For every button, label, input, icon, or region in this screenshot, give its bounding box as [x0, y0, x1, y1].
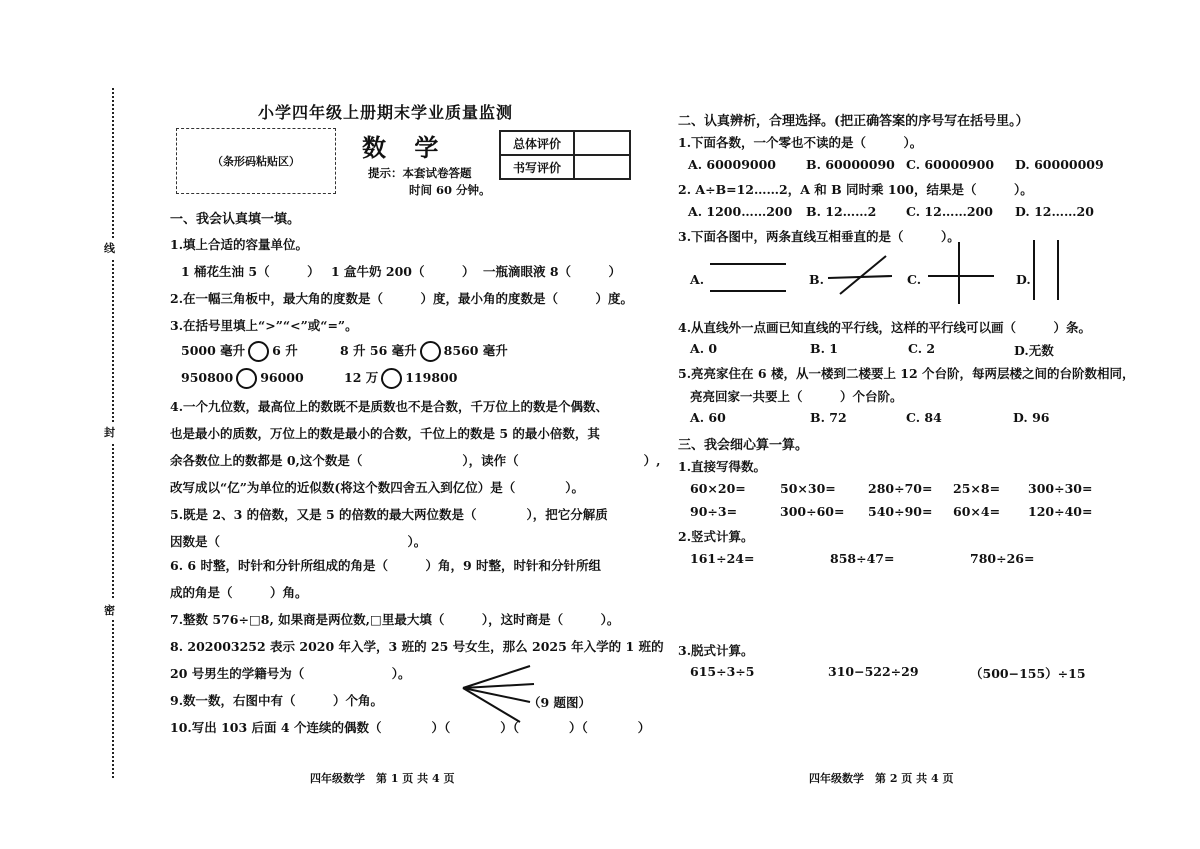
section-3-heading: 三、我会细心算一算。 — [678, 438, 809, 453]
r-q1-option-c: C. 60000900 — [906, 157, 995, 172]
r-q5-option-a: A. 60 — [690, 410, 726, 425]
l-q3-compare-2 — [340, 341, 508, 362]
l-q2: 2.在一幅三角板中，最大角的度数是（ ）度，最小角的度数是（ ）度。 — [170, 291, 634, 306]
barcode-area — [176, 128, 336, 194]
l-q8-line-2: 20 号男生的学籍号为（ ）。 — [170, 666, 411, 681]
r-q5-line-1: 5.亮亮家住在 6 楼，从一楼到二楼要上 12 个台阶，每两层楼之间的台阶数相同， — [678, 366, 1135, 381]
direct-calc-stem: 1.直接写得数。 — [678, 459, 767, 474]
q3-figure-d-parallel — [1028, 238, 1068, 304]
eval-overall-label: 总体评价 — [500, 131, 574, 155]
l-q3-c3-right: 96000 — [260, 370, 304, 385]
q9-angle-figure — [458, 662, 538, 724]
direct-calc-item: 280÷70= — [868, 481, 933, 496]
r-q3-option-d: D. — [1016, 272, 1031, 287]
r-q2-stem: 2. A÷B=12……2，A 和 B 同时乘 100，结果是（ ）。 — [678, 182, 1033, 197]
vertical-calc-item: 161÷24= — [690, 551, 755, 566]
eval-writing-cell[interactable] — [574, 155, 630, 179]
section-2-heading: 二、认真辨析，合理选择。(把正确答案的序号写在括号里。） — [678, 114, 1029, 129]
direct-calc-item: 300÷60= — [780, 504, 845, 519]
r-q5-option-b: B. 72 — [810, 410, 847, 425]
l-q3-c1-right: 6 升 — [272, 343, 298, 358]
stepwise-calc-item: 310−522÷29 — [828, 664, 919, 679]
r-q4-option-d: D.无数 — [1014, 343, 1054, 358]
l-q9: 9.数一数，右图中有（ ）个角。 — [170, 693, 384, 708]
section-1-heading: 一、我会认真填一填。 — [170, 212, 301, 227]
direct-calc-item: 60×20= — [690, 481, 746, 496]
l-q3-c4-left: 12 万 — [344, 370, 379, 385]
binding-char-bottom: 密 — [104, 600, 115, 620]
direct-calc-item: 60×4= — [953, 504, 1001, 519]
r-q3-option-c: C. — [907, 272, 922, 287]
r-q4-option-a: A. 0 — [690, 341, 718, 356]
l-q3-stem: 3.在括号里填上“>”“<”或“=”。 — [170, 318, 358, 333]
hint-line-1: 提示：本套试卷答题 — [368, 166, 472, 180]
l-q4-line-1: 4.一个九位数，最高位上的数既不是质数也不是合数，千万位上的数是个偶数、 — [170, 399, 609, 414]
l-q5-line-1: 5.既是 2、3 的倍数，又是 5 的倍数的最大两位数是（ ），把它分解质 — [170, 507, 608, 522]
r-q3-stem: 3.下面各图中，两条直线互相垂直的是（ ）。 — [678, 229, 960, 244]
right-footer: 四年级数学 第 2 页 共 4 页 — [809, 772, 954, 785]
direct-calc-item: 300÷30= — [1028, 481, 1093, 496]
r-q5-option-d: D. 96 — [1013, 410, 1050, 425]
r-q2-option-c: C. 12……200 — [906, 204, 993, 219]
r-q5-option-c: C. 84 — [906, 410, 942, 425]
l-q3-c1-left: 5000 毫升 — [181, 343, 246, 358]
l-q1-c: 一瓶滴眼液 8（ ） — [483, 264, 622, 279]
r-q2-option-a: A. 1200……200 — [688, 204, 793, 219]
compare-circle[interactable] — [236, 368, 257, 389]
l-q4-line-4: 改写成以“亿”为单位的近似数(将这个数四舍五入到亿位）是（ ）。 — [170, 480, 585, 495]
r-q2-option-b: B. 12……2 — [806, 204, 877, 219]
binding-char-top: 线 — [104, 238, 115, 258]
r-q2-option-d: D. 12……20 — [1015, 204, 1094, 219]
l-q1-b: 1 盒牛奶 200（ ） — [331, 264, 475, 279]
l-q3-compare-1 — [181, 341, 298, 362]
stepwise-calc-stem: 3.脱式计算。 — [678, 643, 754, 658]
vertical-calc-stem: 2.竖式计算。 — [678, 529, 754, 544]
direct-calc-item: 25×8= — [953, 481, 1001, 496]
r-q1-option-d: D. 60000009 — [1015, 157, 1104, 172]
l-q4-line-2: 也是最小的质数，万位上的数是最小的合数，千位上的数是 5 的最小倍数，其 — [170, 426, 600, 441]
l-q3-compare-4 — [344, 368, 457, 389]
l-q10: 10.写出 103 后面 4 个连续的偶数（ ）（ ）（ ）（ ） — [170, 720, 651, 735]
left-footer: 四年级数学 第 1 页 共 4 页 — [310, 772, 455, 785]
l-q3-c2-left: 8 升 56 毫升 — [340, 343, 417, 358]
l-q3-c2-right: 8560 毫升 — [443, 343, 508, 358]
l-q1-a: 1 桶花生油 5（ ） — [181, 264, 320, 279]
exam-title: 小学四年级上册期末学业质量监测 — [258, 103, 514, 122]
r-q3-option-a: A. — [690, 272, 705, 287]
eval-writing-label: 书写评价 — [500, 155, 574, 179]
q3-figure-b-intersecting — [826, 254, 896, 298]
q3-figure-c-perpendicular — [926, 240, 998, 306]
binding-char-mid: 封 — [104, 422, 115, 442]
l-q8-line-1: 8. 202003252 表示 2020 年入学，3 班的 25 号女生，那么 2025 年入学的 1 班的 — [170, 639, 664, 654]
compare-circle[interactable] — [381, 368, 402, 389]
direct-calc-item: 50×30= — [780, 481, 836, 496]
q3-figure-a-parallel — [708, 258, 790, 298]
l-q5-line-2: 因数是（ ）。 — [170, 534, 427, 549]
l-q6-line-1: 6. 6 时整，时针和分针所组成的角是（ ）角，9 时整，时针和分针所组 — [170, 558, 602, 573]
r-q3-option-b: B. — [809, 272, 824, 287]
direct-calc-item: 90÷3= — [690, 504, 738, 519]
l-q6-line-2: 成的角是（ ）角。 — [170, 585, 308, 600]
hint-line-2: 时间 60 分钟。 — [409, 183, 491, 197]
l-q3-c4-right: 119800 — [405, 370, 458, 385]
direct-calc-item: 540÷90= — [868, 504, 933, 519]
l-q3-compare-3 — [181, 368, 304, 389]
q9-caption: （9 题图） — [528, 695, 592, 710]
vertical-calc-item: 858÷47= — [830, 551, 895, 566]
l-q1-stem: 1.填上合适的容量单位。 — [170, 237, 309, 252]
l-q3-c3-left: 950800 — [181, 370, 234, 385]
r-q5-line-2: 亮亮回家一共要上（ ）个台阶。 — [690, 389, 903, 404]
r-q1-option-b: B. 60000090 — [806, 157, 895, 172]
r-q1-option-a: A. 60009000 — [688, 157, 776, 172]
l-q4-line-3: 余各数位上的数都是 0,这个数是（ ），读作（ ）, — [170, 453, 661, 468]
direct-calc-item: 120÷40= — [1028, 504, 1093, 519]
stepwise-calc-item: （500−155）÷15 — [970, 666, 1086, 681]
barcode-label: （条形码粘贴区） — [212, 155, 300, 168]
r-q1-stem: 1.下面各数，一个零也不读的是（ ）。 — [678, 135, 923, 150]
evaluation-table — [499, 130, 631, 180]
r-q4-option-c: C. 2 — [908, 341, 936, 356]
eval-overall-cell[interactable] — [574, 131, 630, 155]
l-q7: 7.整数 576÷□8, 如果商是两位数,□里最大填（ ），这时商是（ ）。 — [170, 612, 620, 627]
r-q4-option-b: B. 1 — [810, 341, 838, 356]
r-q4-stem: 4.从直线外一点画已知直线的平行线，这样的平行线可以画（ ）条。 — [678, 320, 1092, 335]
vertical-calc-item: 780÷26= — [970, 551, 1035, 566]
compare-circle[interactable] — [248, 341, 269, 362]
subject-title: 数 学 — [362, 133, 449, 162]
stepwise-calc-item: 615÷3÷5 — [690, 664, 755, 679]
compare-circle[interactable] — [420, 341, 441, 362]
